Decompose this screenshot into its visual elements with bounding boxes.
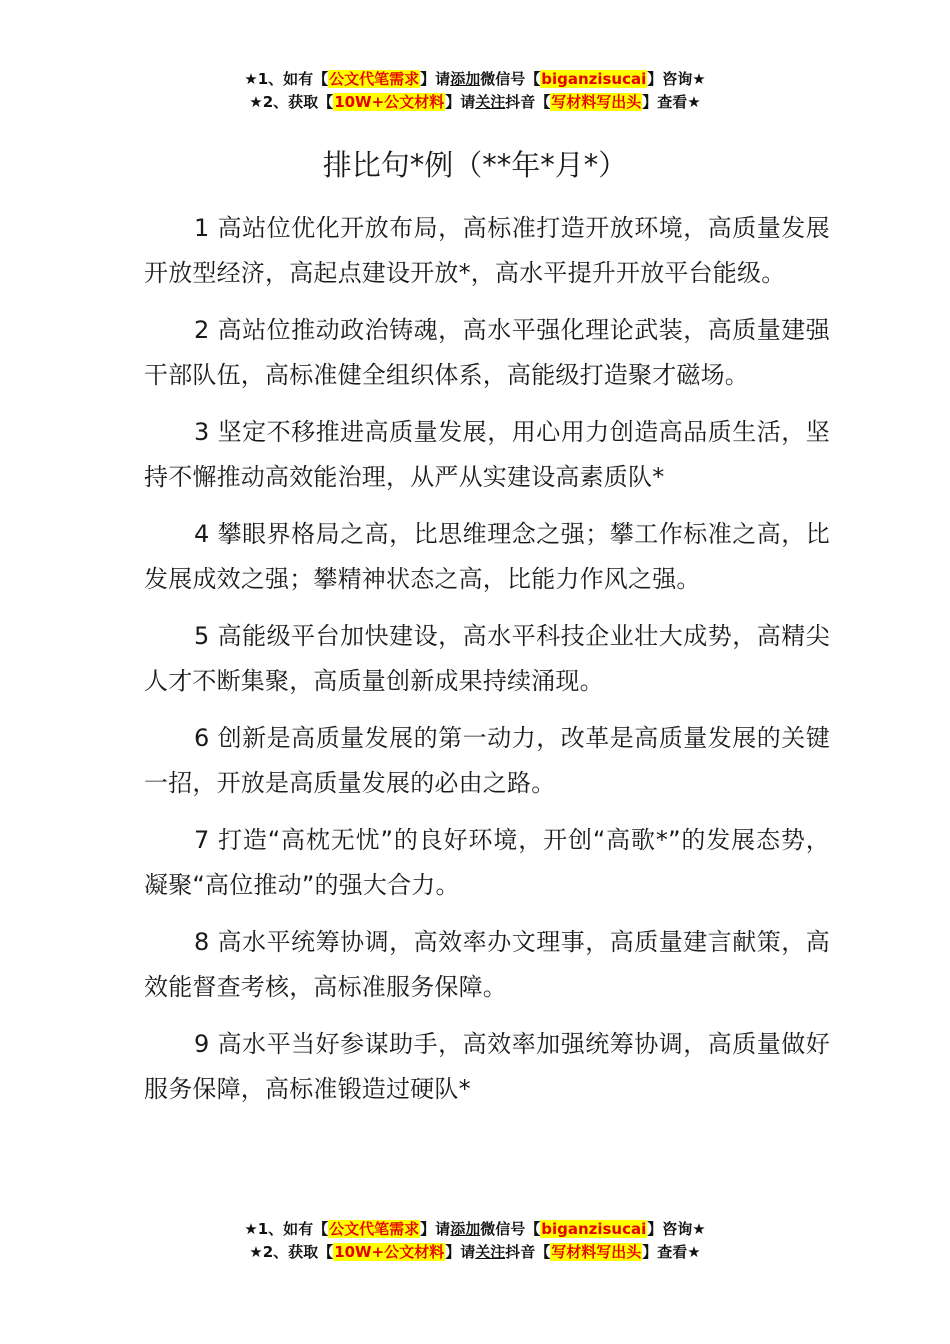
promo-underlined-text: 关注: [475, 93, 506, 111]
promo-line-1: [0, 1218, 950, 1241]
paragraph-7: 7 打造“高枕无忧”的良好环境，开创“高歌*”的发展态势，凝聚“高位推动”的强大合力。: [144, 826, 830, 899]
promo-line-1: [0, 68, 950, 91]
promo-highlight: 公文代笔需求: [329, 70, 420, 88]
promo-text: 】请: [420, 1220, 451, 1238]
promo-highlight: 10W+公文材料: [334, 93, 445, 111]
promo-line-2: [0, 91, 950, 114]
promo-text: 】请: [445, 1243, 476, 1261]
promo-text: 】请: [420, 70, 451, 88]
promo-highlight: 公文代笔需求: [329, 1220, 420, 1238]
paragraph-3: 3 坚定不移推进高质量发展，用心用力创造高品质生活，坚持不懈推动高效能治理，从严从实建设高素质队*: [144, 418, 830, 491]
paragraph-4: 4 攀眼界格局之高，比思维理念之强；攀工作标准之高，比发展成效之强；攀精神状态之高，比能力作风之强。: [144, 520, 830, 593]
promo-text: 抖音【: [505, 1243, 551, 1261]
paragraph-5: 5 高能级平台加快建设，高水平科技企业壮大成势，高精尖人才不断集聚，高质量创新成果持续涌现。: [144, 622, 830, 695]
promo-highlight-wechat-id: biganzisucai: [541, 70, 647, 88]
promo-text: ★1、如有【: [244, 70, 329, 88]
promo-highlight-douyin-id: 写材料写出头: [551, 1243, 642, 1261]
promo-text: 微信号【: [480, 1220, 541, 1238]
promo-text: ★2、获取【: [249, 93, 334, 111]
promo-highlight-wechat-id: biganzisucai: [541, 1220, 647, 1238]
promo-text: 微信号【: [480, 70, 541, 88]
promo-text: ★1、如有【: [244, 1220, 329, 1238]
promo-text: 】请: [445, 93, 476, 111]
promo-line-2: [0, 1241, 950, 1264]
footer-promo-banner: [0, 1218, 950, 1264]
promo-underlined-text: 添加: [450, 1220, 481, 1238]
paragraph-8: 8 高水平统筹协调，高效率办文理事，高质量建言献策，高效能督查考核，高标准服务保障。: [144, 928, 830, 1001]
promo-text: 】查看★: [642, 1243, 701, 1261]
promo-text: 】咨询★: [647, 70, 706, 88]
document-title: 排比句*例（**年*月*）: [322, 148, 628, 182]
promo-text: 抖音【: [505, 93, 551, 111]
paragraph-2: 2 高站位推动政治铸魂，高水平强化理论武装，高质量建强干部队伍，高标准健全组织体系，高能级打造聚才磁场。: [144, 316, 830, 389]
promo-highlight: 10W+公文材料: [334, 1243, 445, 1261]
promo-underlined-text: 关注: [475, 1243, 506, 1261]
paragraph-1: 1 高站位优化开放布局，高标准打造开放环境，高质量发展开放型经济，高起点建设开放*，高水平提升开放平台能级。: [144, 214, 830, 287]
promo-text: 】查看★: [642, 93, 701, 111]
promo-text: ★2、获取【: [249, 1243, 334, 1261]
paragraph-6: 6 创新是高质量发展的第一动力，改革是高质量发展的关键一招，开放是高质量发展的必由之路。: [144, 724, 830, 797]
header-promo-banner: [0, 68, 950, 114]
promo-underlined-text: 添加: [450, 70, 481, 88]
paragraph-9: 9 高水平当好参谋助手，高效率加强统筹协调，高质量做好服务保障，高标准锻造过硬队*: [144, 1030, 830, 1103]
document-body: [144, 206, 830, 1124]
promo-text: 】咨询★: [647, 1220, 706, 1238]
promo-highlight-douyin-id: 写材料写出头: [551, 93, 642, 111]
